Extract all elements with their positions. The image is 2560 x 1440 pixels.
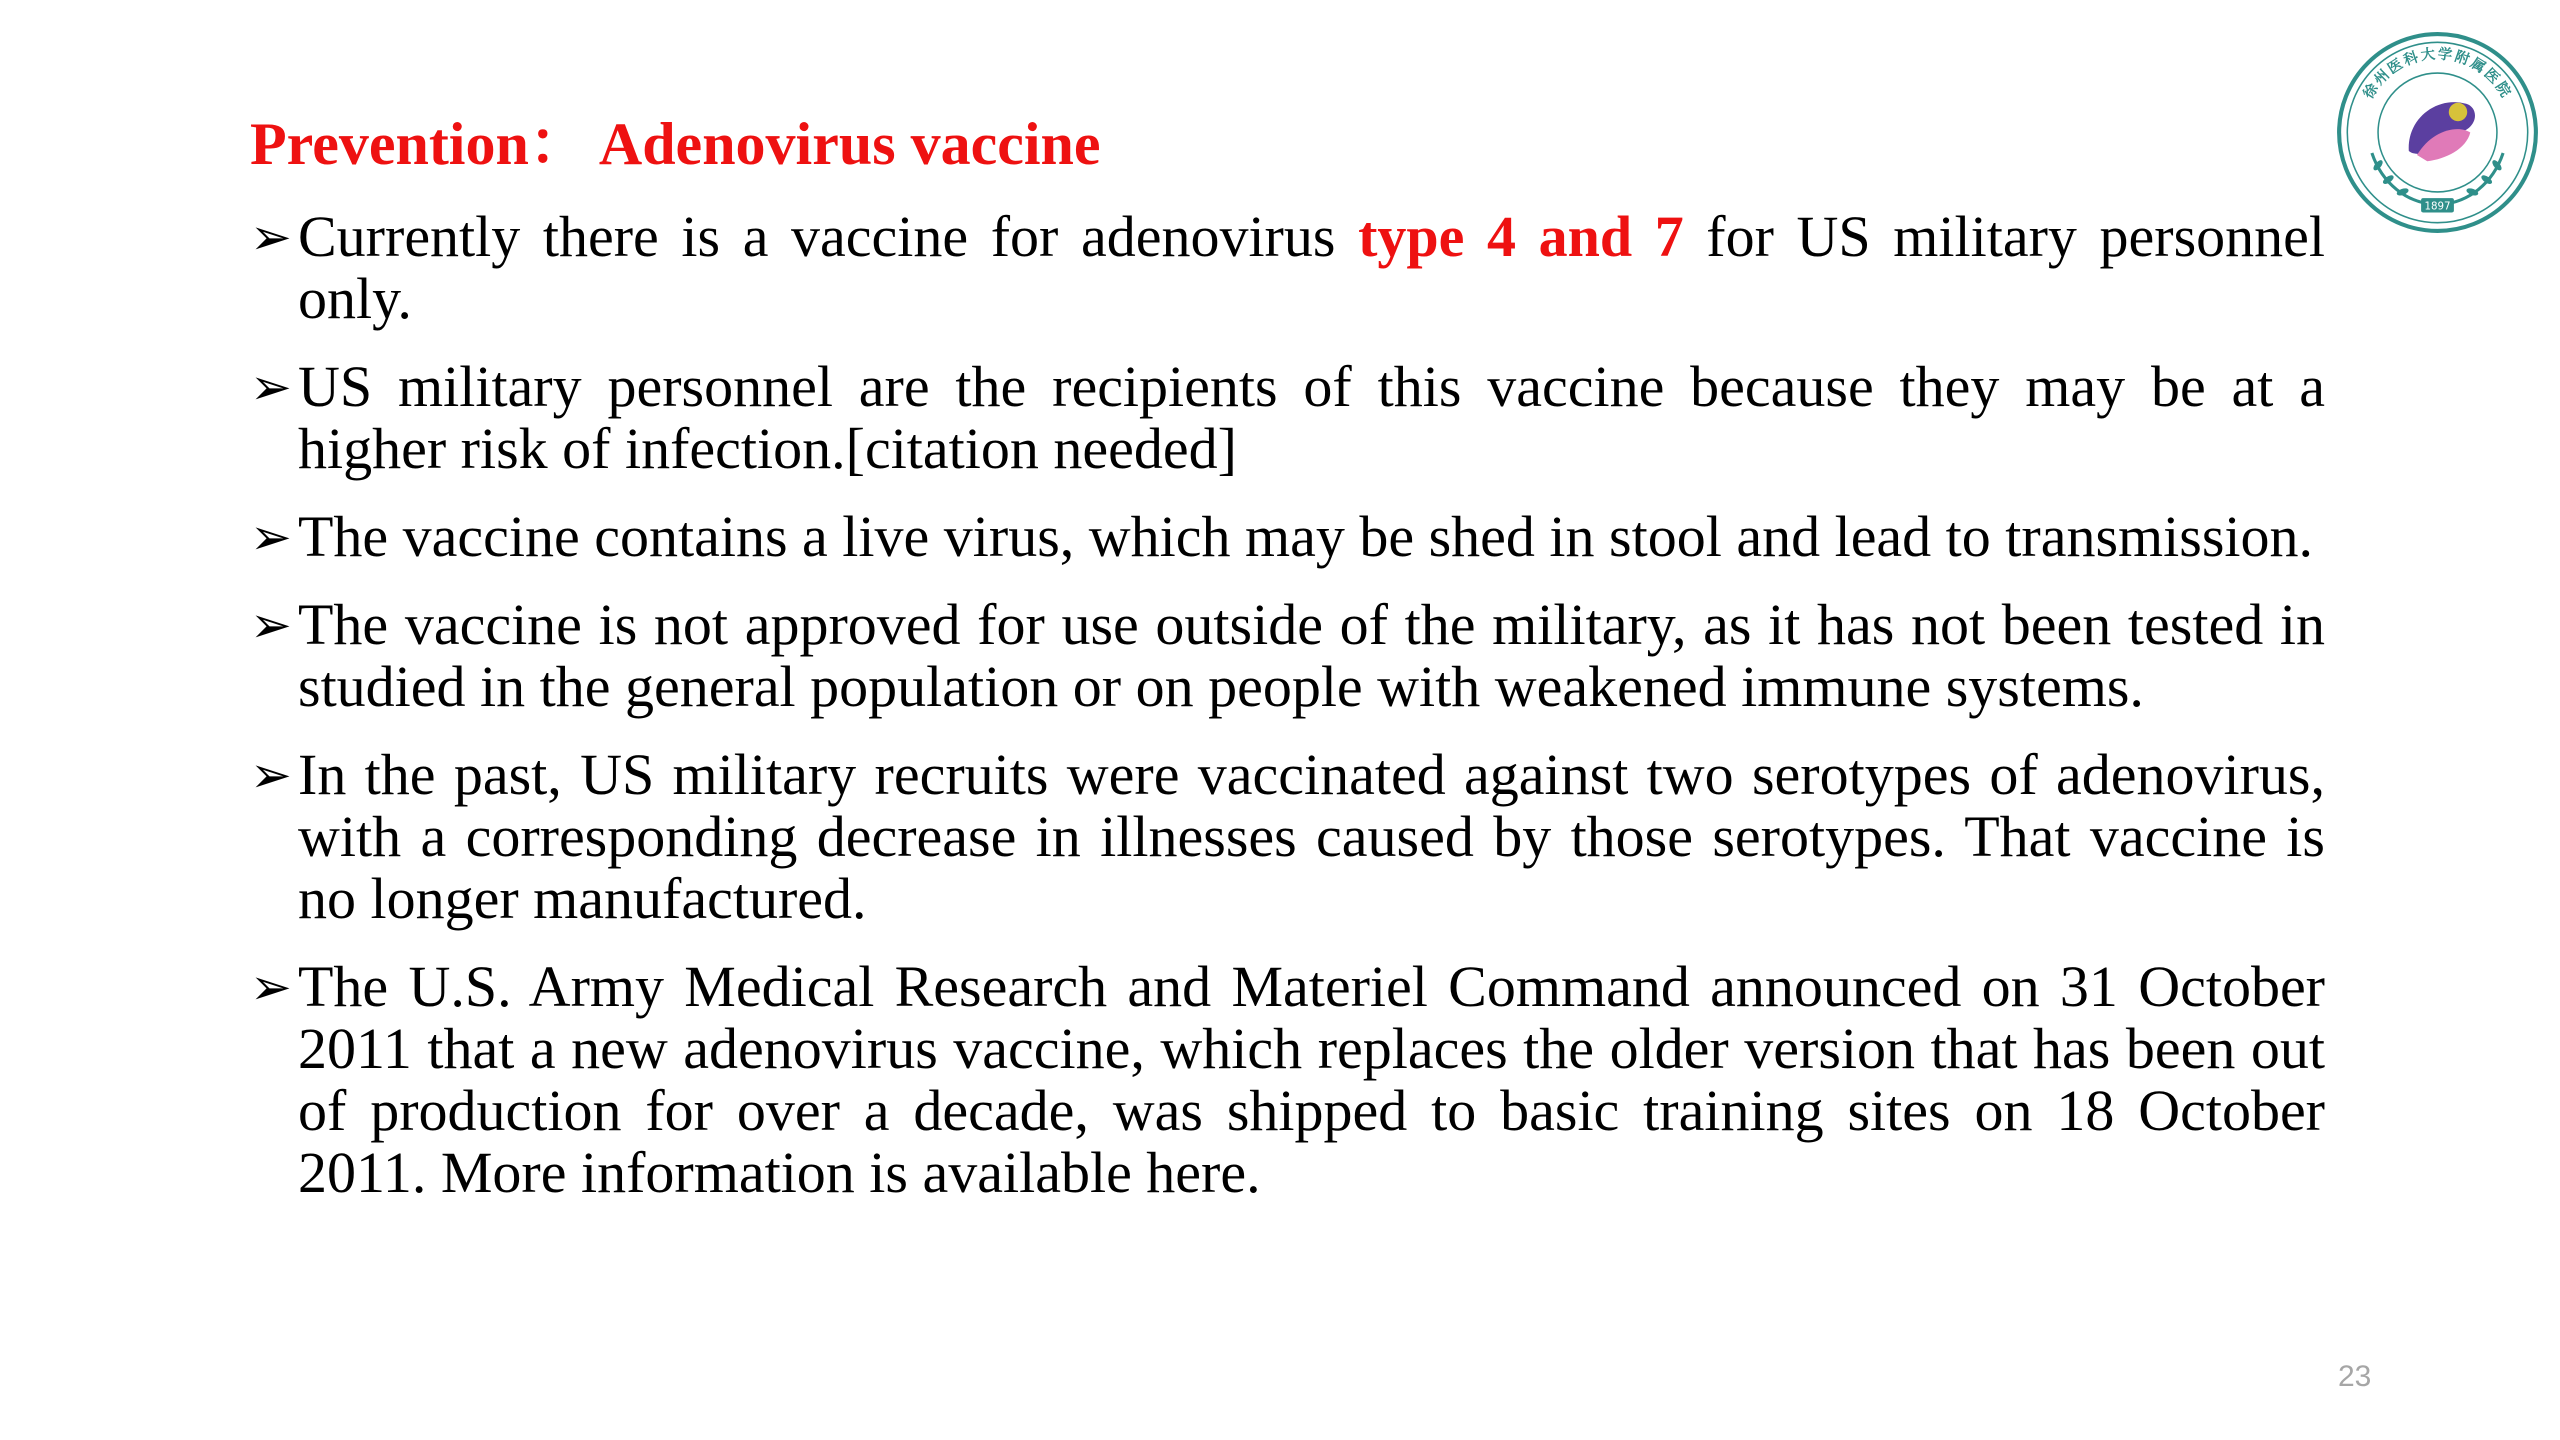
bullet-item: [250, 356, 2325, 480]
logo-year: 1897: [2424, 200, 2451, 213]
bullet-text: Currently there is a vaccine for adenovirus: [298, 204, 1359, 269]
bullet-arrow-icon: ➢: [250, 746, 292, 804]
bullet-text: The vaccine is not approved for use outside of the military, as it has not been tested in studied in the general population or on people with weakened immune systems.: [298, 592, 2325, 719]
title-separator: ：: [528, 111, 589, 177]
bullet-text: US military personnel are the recipients of this vaccine because they may be at a higher risk of infection.[citation needed]: [298, 354, 2325, 481]
bullet-text: In the past, US military recruits were vaccinated against two serotypes of adenovirus, with a corresponding decrease in illnesses caused by those serotypes. That vaccine is no longer manufactured.: [298, 742, 2325, 931]
logo-text: 徐州医科大学附属医院: [2360, 46, 2515, 102]
bullet-item: [250, 956, 2325, 1204]
bullet-arrow-icon: ➢: [250, 958, 292, 1016]
bullet-item: [250, 206, 2325, 330]
bullet-highlight: type 4 and 7: [1358, 204, 1684, 269]
bullet-text: The vaccine contains a live virus, which may be shed in stool and lead to transmission.: [298, 504, 2314, 569]
bullet-arrow-icon: ➢: [250, 508, 292, 566]
title-prevention: Prevention: [250, 111, 529, 177]
bullet-text: for US military personnel only.: [298, 204, 2326, 331]
bullet-arrow-icon: ➢: [250, 596, 292, 654]
bullet-list: [250, 206, 2325, 1230]
bullet-item: [250, 506, 2325, 568]
bullet-text: The U.S. Army Medical Research and Materiel Command announced on 31 October 2011 that a new adenovirus vaccine, which replaces the older version that has been out of production for over a decade, was shipped to basic training sites on 18 October 2011. More information is available here.: [298, 954, 2325, 1205]
bullet-arrow-icon: ➢: [250, 358, 292, 416]
bullet-item: [250, 744, 2325, 930]
bullet-item: [250, 594, 2325, 718]
title-topic: Adenovirus vaccine: [598, 111, 1101, 177]
hospital-logo: [2335, 30, 2540, 235]
page-number: 23: [2338, 1360, 2372, 1393]
bullet-arrow-icon: ➢: [250, 208, 292, 266]
slide-title: [250, 108, 1101, 180]
